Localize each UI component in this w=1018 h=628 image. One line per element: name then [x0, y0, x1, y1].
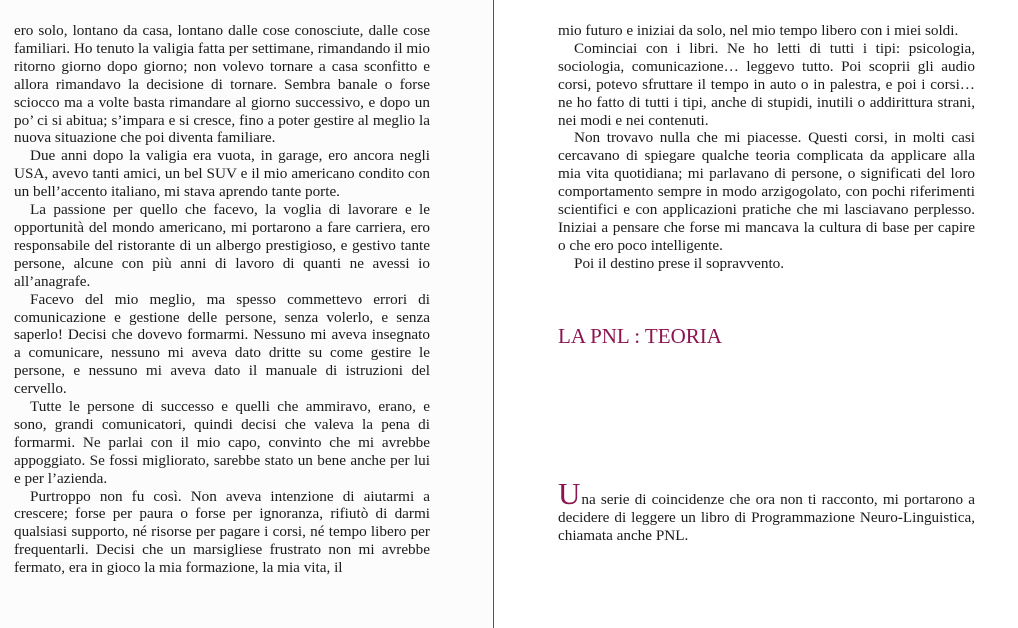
paragraph: Purtroppo non fu così. Non aveva intenzione di aiutarmi a crescere; forse per paura o forse per ignoranza, rifiutò di darmi qualsiasi supporto, né risorse per pagare i corsi, né tempo libero per frequentarli. Decisi che un marsigliese frustrato non mi avrebbe fermato, era in gioco la mia formazione, la mia vita, il — [14, 487, 430, 577]
paragraph: Poi il destino prese il sopravvento. — [574, 254, 785, 272]
drop-cap: U — [558, 476, 581, 511]
chapter-intro — [558, 476, 975, 545]
paragraph: Facevo del mio meglio, ma spesso commettevo errori di comunicazione e gestione delle persone, senza volerlo, e senza saperlo! Decisi che dovevo formarmi. Nessuno mi aveva insegnato a comunicare, nessuno mi aveva dato dritte su come gestire le persone, e nessuno mi aveva dato il manuale di istruzioni del cervello. — [14, 290, 430, 398]
right-page-text — [558, 22, 975, 273]
paragraph: Non trovavo nulla che mi piacesse. Questi corsi, in molti casi cercavano di spiegare qualche teoria complicata da applicare alla mia vita quotidiana; mi parlavano di persone, o significati del loro comportamento sempre in modo arzigogolato, con pochi riferimenti scientifici e con applicazioni pratiche che mi lasciavano perplesso. Iniziai a pensare che forse mi mancava la cultura di base per capire o che ero poco intelligente. — [558, 129, 975, 254]
paragraph: La passione per quello che facevo, la voglia di lavorare e le opportunità del mondo americano, mi portarono a fare carriera, ero responsabile del ristorante di un albergo prestigioso, e gestivo tante persone, alcune con più anni di lavoro di quanti ne avessi io all’anagrafe. — [14, 201, 430, 290]
paragraph: Tutte le persone di successo e quelli che ammiravo, erano, e sono, grandi comunicatori, quindi decisi che valeva la pena di formarmi. Ne parlai con il mio capo, convinto che mi avrebbe appoggiato. Se fossi migliorato, sarebbe stato un bene anche per lui e per l’azienda. — [14, 398, 430, 487]
paragraph: mio futuro e iniziai da solo, nel mio tempo libero con i miei soldi. — [558, 22, 959, 39]
chapter-intro-text: na serie di coincidenze che ora non ti racconto, mi portarono a decidere di leggere un libro di Programmazione Neuro-Linguistica, chiamata anche PNL. — [558, 491, 975, 544]
paragraph: Cominciai con i libri. Ne ho letti di tutti i tipi: psicologia, sociologia, comunicazione… leggevo tutto. Poi scoprii gli audio corsi, potevo sfruttare il tempo in auto o in palestra, e poi i corsi… ne ho fatto di tutti i tipi, anche di stupidi, inutili o addirittura strani, nei modi e nei contenuti. — [558, 39, 975, 129]
chapter-title: LA PNL : TEORIA — [558, 324, 722, 348]
paragraph: Due anni dopo la valigia era vuota, in garage, ero ancora negli USA, avevo tanti amici, un bel SUV e il mio americano condito con un bell’accento italiano, mi stava aprendo tante porte. — [14, 147, 430, 201]
page-divider — [493, 0, 494, 628]
left-page-text — [14, 22, 430, 577]
paragraph: ero solo, lontano da casa, lontano dalle cose conosciute, dalle cose familiari. Ho tenuto la valigia fatta per settimane, rimandando il mio ritorno giorno dopo giorno; non volevo tornare a casa sconfitto e allora rimandavo la decisione di tornare. Sembra banale o forse sciocco ma a volte basta rimandare al giorno successivo, e dopo un po’ ci si abitua; s’impara e si cresce, fino a poter gestire al meglio la nuova situazione che poi diventa familiare. — [14, 22, 430, 147]
